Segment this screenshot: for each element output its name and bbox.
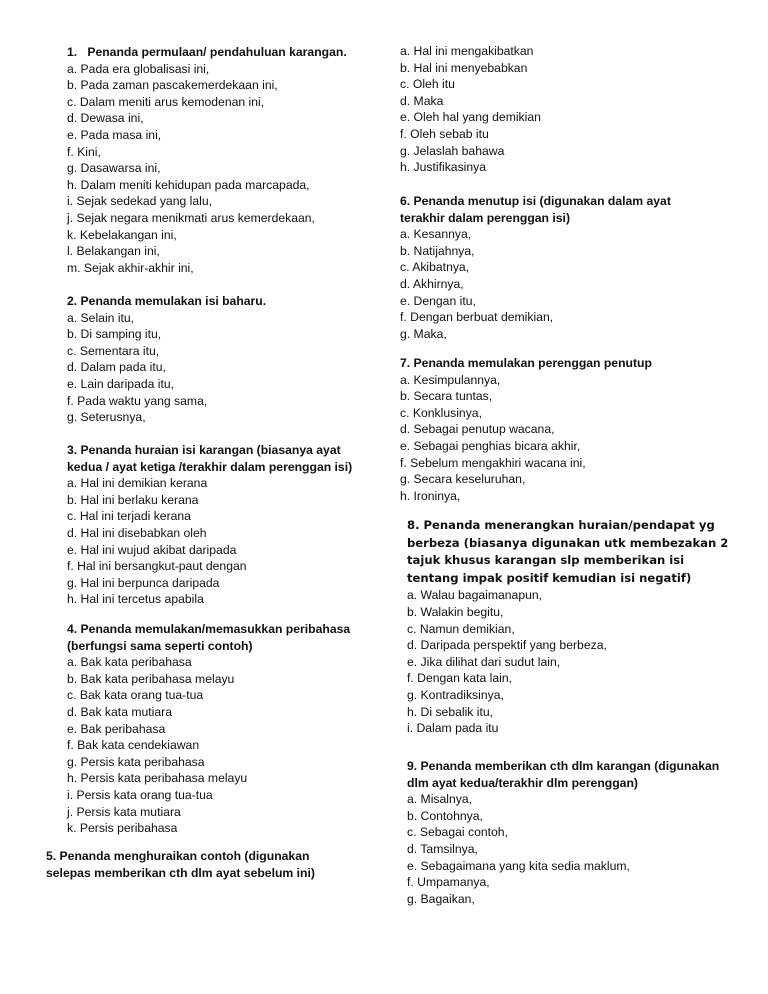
list-item: f. Hal ini bersangkut-paut dengan bbox=[67, 559, 247, 574]
section-3-heading: 3. Penanda huraian isi karangan (biasanya ayat kedua / ayat ketiga /terakhir dalam perenggan isi) bbox=[67, 443, 353, 474]
section-6-heading: 6. Penanda menutup isi (digunakan dalam ayat terakhir dalam perenggan isi) bbox=[400, 194, 671, 225]
list-item: c. Sebagai contoh, bbox=[407, 825, 508, 840]
list-item: f. Dengan kata lain, bbox=[407, 671, 513, 686]
list-item: e. Pada masa ini, bbox=[67, 127, 162, 142]
section-8-heading: 8. Penanda menerangkan huraian/pendapat yg berbeza (biasanya digunakan utk membezakan 2 tajuk khusus karangan slp memberikan isi tentang impak positif kemudian isi negatif) bbox=[407, 518, 729, 585]
list-item: a. Selain itu, bbox=[67, 310, 135, 325]
list-item: e. Lain daripada itu, bbox=[67, 376, 175, 391]
section-7-heading: 7. Penanda memulakan perenggan penutup bbox=[400, 356, 652, 370]
list-item: k. Persis peribahasa bbox=[67, 821, 178, 836]
section-5-items bbox=[400, 43, 700, 176]
list-item: f. Pada waktu yang sama, bbox=[67, 393, 208, 408]
list-item: d. Daripada perspektif yang berbeza, bbox=[407, 638, 607, 653]
list-item: a. Pada era globalisasi ini, bbox=[67, 61, 210, 76]
list-item: b. Hal ini berlaku kerana bbox=[67, 492, 199, 507]
list-item: d. Hal ini disebabkan oleh bbox=[67, 525, 207, 540]
list-item: m. Sejak akhir-akhir ini, bbox=[67, 260, 194, 275]
list-item: a. Kesannya, bbox=[400, 227, 472, 242]
section-9 bbox=[407, 758, 729, 907]
list-item: j. Sejak negara menikmati arus kemerdekaan, bbox=[67, 210, 315, 225]
list-item: c. Hal ini terjadi kerana bbox=[67, 509, 191, 524]
list-item: e. Sebagaimana yang kita sedia maklum, bbox=[407, 858, 630, 873]
list-item: j. Persis kata mutiara bbox=[67, 804, 181, 819]
list-item: b. Di samping itu, bbox=[67, 327, 162, 342]
list-item: h. Ironinya, bbox=[400, 488, 461, 503]
list-item: d. Bak kata mutiara bbox=[67, 704, 172, 719]
list-item: e. Hal ini wujud akibat daripada bbox=[67, 542, 237, 557]
section-9-heading: 9. Penanda memberikan cth dlm karangan (digunakan dlm ayat kedua/terakhir dlm perenggan) bbox=[407, 759, 720, 790]
list-item: g. Hal ini berpunca daripada bbox=[67, 575, 220, 590]
list-item: g. Dasawarsa ini, bbox=[67, 161, 161, 176]
list-item: i. Sejak sedekad yang lalu, bbox=[67, 194, 212, 209]
list-item: d. Tamsilnya, bbox=[407, 841, 478, 856]
list-item: b. Walakin begitu, bbox=[407, 604, 504, 619]
section-5-heading-block bbox=[46, 848, 346, 881]
list-item: c. Konklusinya, bbox=[400, 405, 482, 420]
list-item: b. Hal ini menyebabkan bbox=[400, 60, 528, 75]
list-item: a. Bak kata peribahasa bbox=[67, 655, 192, 670]
list-item: e. Jika dilihat dari sudut lain, bbox=[407, 654, 561, 669]
list-item: b. Natijahnya, bbox=[400, 243, 475, 258]
section-1 bbox=[67, 44, 367, 276]
list-item: h. Justifikasinya bbox=[400, 160, 487, 175]
list-item: g. Kontradiksinya, bbox=[407, 687, 504, 702]
list-item: a. Kesimpulannya, bbox=[400, 372, 501, 387]
list-item: d. Maka bbox=[400, 93, 444, 108]
section-1-heading: 1. Penanda permulaan/ pendahuluan karangan. bbox=[67, 45, 347, 59]
list-item: e. Bak peribahasa bbox=[67, 721, 166, 736]
list-item: a. Misalnya, bbox=[407, 792, 473, 807]
list-item: c. Dalam meniti arus kemodenan ini, bbox=[67, 94, 265, 109]
list-item: c. Bak kata orang tua-tua bbox=[67, 688, 204, 703]
list-item: g. Maka, bbox=[400, 326, 447, 341]
list-item: b. Pada zaman pascakemerdekaan ini, bbox=[67, 78, 278, 93]
list-item: d. Dewasa ini, bbox=[67, 111, 144, 126]
section-4 bbox=[67, 621, 367, 837]
list-item: a. Hal ini demikian kerana bbox=[67, 476, 208, 491]
list-item: g. Persis kata peribahasa bbox=[67, 754, 205, 769]
section-6 bbox=[400, 193, 700, 342]
list-item: f. Kini, bbox=[67, 144, 101, 159]
list-item: c. Namun demikian, bbox=[407, 621, 515, 636]
section-4-heading: 4. Penanda memulakan/memasukkan peribahasa (berfungsi sama seperti contoh) bbox=[67, 622, 351, 653]
list-item: c. Sementara itu, bbox=[67, 343, 160, 358]
section-5-heading: 5. Penanda menghuraikan contoh (digunakan selepas memberikan cth dlm ayat sebelum ini) bbox=[46, 849, 315, 880]
section-2 bbox=[67, 293, 367, 426]
list-item: e. Dengan itu, bbox=[400, 293, 476, 308]
list-item: f. Dengan berbuat demikian, bbox=[400, 310, 554, 325]
list-item: b. Bak kata peribahasa melayu bbox=[67, 671, 235, 686]
section-3 bbox=[67, 442, 367, 608]
list-item: h. Di sebalik itu, bbox=[407, 704, 494, 719]
list-item: l. Belakangan ini, bbox=[67, 244, 160, 259]
list-item: f. Oleh sebab itu bbox=[400, 126, 489, 141]
list-item: g. Bagaikan, bbox=[407, 891, 475, 906]
list-item: d. Akhirnya, bbox=[400, 276, 464, 291]
list-item: b. Contohnya, bbox=[407, 808, 483, 823]
list-item: f. Umpamanya, bbox=[407, 875, 490, 890]
list-item: g. Seterusnya, bbox=[67, 410, 146, 425]
list-item: a. Walau bagaimanapun, bbox=[407, 588, 543, 603]
section-8 bbox=[407, 517, 729, 737]
list-item: h. Dalam meniti kehidupan pada marcapada, bbox=[67, 177, 310, 192]
section-2-heading: 2. Penanda memulakan isi baharu. bbox=[67, 294, 267, 308]
list-item: i. Persis kata orang tua-tua bbox=[67, 787, 213, 802]
section-7 bbox=[400, 355, 700, 504]
list-item: c. Akibatnya, bbox=[400, 260, 470, 275]
list-item: e. Sebagai penghias bicara akhir, bbox=[400, 438, 581, 453]
list-item: f. Bak kata cendekiawan bbox=[67, 738, 200, 753]
list-item: b. Secara tuntas, bbox=[400, 389, 493, 404]
list-item: h. Persis kata peribahasa melayu bbox=[67, 771, 248, 786]
list-item: d. Dalam pada itu, bbox=[67, 360, 166, 375]
list-item: k. Kebelakangan ini, bbox=[67, 227, 177, 242]
list-item: h. Hal ini tercetus apabila bbox=[67, 592, 204, 607]
list-item: g. Jelaslah bahawa bbox=[400, 143, 505, 158]
list-item: f. Sebelum mengakhiri wacana ini, bbox=[400, 455, 586, 470]
list-item: e. Oleh hal yang demikian bbox=[400, 110, 541, 125]
list-item: c. Oleh itu bbox=[400, 77, 455, 92]
list-item: g. Secara keseluruhan, bbox=[400, 472, 526, 487]
list-item: a. Hal ini mengakibatkan bbox=[400, 44, 534, 58]
list-item: d. Sebagai penutup wacana, bbox=[400, 422, 555, 437]
list-item: i. Dalam pada itu bbox=[407, 721, 499, 736]
